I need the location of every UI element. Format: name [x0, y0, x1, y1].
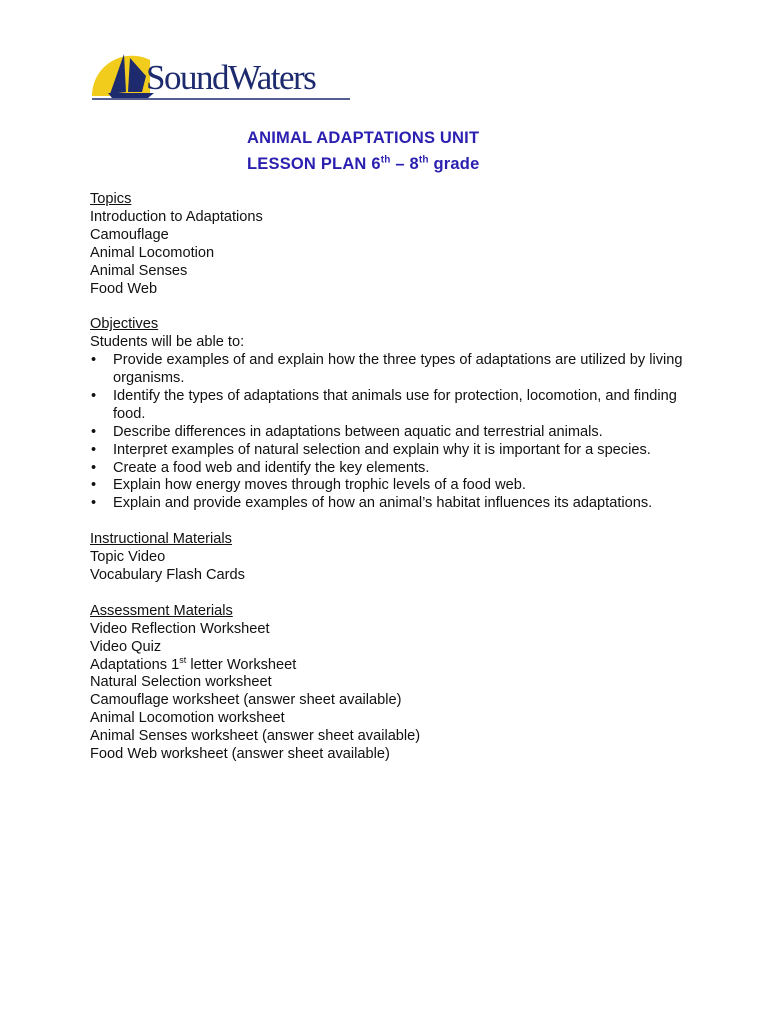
topics-section — [90, 191, 690, 298]
objectives-heading: Objectives — [90, 316, 159, 333]
assessment-item: Video Reflection Worksheet — [90, 620, 270, 637]
topics-heading: Topics — [90, 191, 132, 207]
objective-item: • Create a food web and identify the key elements. — [90, 460, 690, 478]
objective-item: • Provide examples of and explain how the three types of adaptations are utilized by living organisms. — [90, 352, 690, 388]
objective-item: • Describe differences in adaptations between aquatic and terrestrial animals. — [90, 424, 690, 442]
objective-item: • Interpret examples of natural selection and explain why it is important for a species. — [90, 442, 690, 460]
objectives-intro: Students will be able to: — [90, 334, 245, 351]
objectives-section — [90, 316, 690, 513]
topic-item: Introduction to Adaptations — [90, 208, 263, 225]
assessment-item: Food Web worksheet (answer sheet available) — [90, 746, 390, 763]
document-title — [247, 125, 479, 177]
topic-item: Animal Senses — [90, 262, 188, 279]
objectives-list — [90, 352, 690, 513]
topic-item: Animal Locomotion — [90, 244, 215, 261]
objective-item: • Explain and provide examples of how an animal’s habitat influences its adaptations. — [90, 495, 690, 513]
document-body — [90, 191, 690, 782]
objective-item: • Identify the types of adaptations that animals use for protection, locomotion, and finding food. — [90, 388, 690, 424]
topic-item: Camouflage — [90, 226, 169, 243]
assessment-heading: Assessment Materials — [90, 602, 233, 619]
assessment-item: Natural Selection worksheet — [90, 674, 272, 691]
assessment-item: Video Quiz — [90, 638, 162, 655]
instructional-item: Topic Video — [90, 549, 166, 566]
assessment-section — [90, 603, 690, 764]
objective-item: • Explain how energy moves through trophic levels of a food web. — [90, 477, 690, 495]
assessment-item: Animal Locomotion worksheet — [90, 710, 285, 727]
instructional-section — [90, 531, 690, 585]
assessment-item: Camouflage worksheet (answer sheet available) — [90, 692, 402, 709]
logo-wordmark: SoundWaters — [146, 58, 316, 97]
topic-item: Food Web — [90, 280, 158, 297]
title-line-1: ANIMAL ADAPTATIONS UNIT — [247, 129, 480, 147]
instructional-item: Vocabulary Flash Cards — [90, 567, 245, 583]
instructional-heading: Instructional Materials — [90, 531, 232, 548]
assessment-item: Animal Senses worksheet (answer sheet available) — [90, 728, 421, 745]
soundwaters-logo — [90, 46, 352, 100]
title-line-2: LESSON PLAN 6th – 8th grade — [247, 154, 480, 173]
assessment-item: Adaptations 1st letter Worksheet — [90, 654, 297, 673]
